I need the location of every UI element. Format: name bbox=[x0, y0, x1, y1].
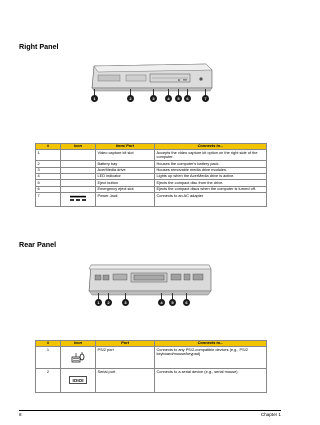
row-connects: Connects to a serial device (e.g., serial mouse) bbox=[155, 369, 267, 393]
row-number: 6 bbox=[36, 186, 61, 192]
svg-text:IOIOI: IOIOI bbox=[72, 377, 84, 383]
table-row bbox=[36, 193, 267, 207]
column-header: # bbox=[36, 341, 61, 347]
row-item: Eject button bbox=[96, 180, 155, 186]
table-row bbox=[36, 347, 267, 369]
column-header: # bbox=[36, 144, 61, 150]
row-connects: Houses removable media drive modules. bbox=[155, 167, 267, 173]
callout-marker: 6 bbox=[183, 299, 190, 306]
callout-marker: 1 bbox=[91, 95, 98, 102]
column-header: Connects to... bbox=[155, 341, 267, 347]
column-header: Port bbox=[96, 341, 155, 347]
callout-marker: 2 bbox=[127, 95, 134, 102]
row-item: AcerMedia drive bbox=[96, 167, 155, 173]
right-panel-table bbox=[35, 143, 267, 207]
row-item: Video capture kit slot bbox=[96, 150, 155, 161]
footer-rule bbox=[19, 410, 281, 411]
row-connects: Lights up when the AcerMedia drive is active. bbox=[155, 174, 267, 180]
rear-panel-laptop-illustration bbox=[87, 261, 213, 299]
callout-marker: 4 bbox=[165, 95, 172, 102]
callout-marker: 5 bbox=[169, 299, 176, 306]
row-connects: Ejects the compact discs when the computer is turned off. bbox=[155, 186, 267, 192]
row-connects: Connects to any PS/2-compatible devices (e.g., PS/2 keyboard/mouse/keypad) bbox=[155, 347, 267, 369]
callout-marker: 3 bbox=[122, 299, 129, 306]
right-panel-title: Right Panel bbox=[19, 42, 59, 51]
table-row bbox=[36, 150, 267, 161]
column-header: Icon bbox=[61, 341, 96, 347]
row-number: 3 bbox=[36, 167, 61, 173]
power-jack-icon bbox=[69, 195, 87, 202]
row-item: Emergency eject slot bbox=[96, 186, 155, 192]
row-item: Battery bay bbox=[96, 161, 155, 167]
row-number: 7 bbox=[36, 193, 61, 207]
row-icon-cell bbox=[61, 193, 96, 207]
row-number: 4 bbox=[36, 174, 61, 180]
chapter-label: Chapter 1 bbox=[260, 412, 281, 417]
row-connects: Connects to an AC adapter bbox=[155, 193, 267, 207]
callout-marker: 7 bbox=[202, 95, 209, 102]
row-icon-cell bbox=[61, 369, 96, 393]
row-item: Power Jack bbox=[96, 193, 155, 207]
row-connects: Accepts the video capture kit option on the right side of the computer. bbox=[155, 150, 267, 161]
callout-marker: 6 bbox=[184, 95, 191, 102]
row-connects: Houses the computer's battery pack. bbox=[155, 161, 267, 167]
row-connects: Ejects the compact disc from the drive. bbox=[155, 180, 267, 186]
row-number: 1 bbox=[36, 150, 61, 161]
row-number: 5 bbox=[36, 180, 61, 186]
callout-marker: 2 bbox=[105, 299, 112, 306]
row-icon-cell bbox=[61, 150, 96, 161]
callout-marker: 5 bbox=[175, 95, 182, 102]
column-header: Item/ Port bbox=[96, 144, 155, 150]
row-item: Serial port bbox=[96, 369, 155, 393]
row-icon-cell bbox=[61, 347, 96, 369]
row-item: PS/2 port bbox=[96, 347, 155, 369]
rear-panel-table bbox=[35, 340, 267, 393]
page-number: 8 bbox=[19, 412, 22, 417]
column-header: Icon bbox=[61, 144, 96, 150]
column-header: Connects to... bbox=[155, 144, 267, 150]
callout-marker: 1 bbox=[95, 299, 102, 306]
callout-marker: 4 bbox=[158, 299, 165, 306]
right-panel-laptop-illustration bbox=[88, 60, 216, 94]
row-number: 2 bbox=[36, 161, 61, 167]
callout-marker: 3 bbox=[150, 95, 157, 102]
table-row bbox=[36, 369, 267, 393]
keyboard-mouse-icon bbox=[71, 351, 85, 364]
row-number: 1 bbox=[36, 347, 61, 369]
row-number: 2 bbox=[36, 369, 61, 393]
serial-port-icon bbox=[69, 376, 87, 384]
row-item: LED indicator bbox=[96, 174, 155, 180]
rear-panel-title: Rear Panel bbox=[19, 240, 57, 249]
